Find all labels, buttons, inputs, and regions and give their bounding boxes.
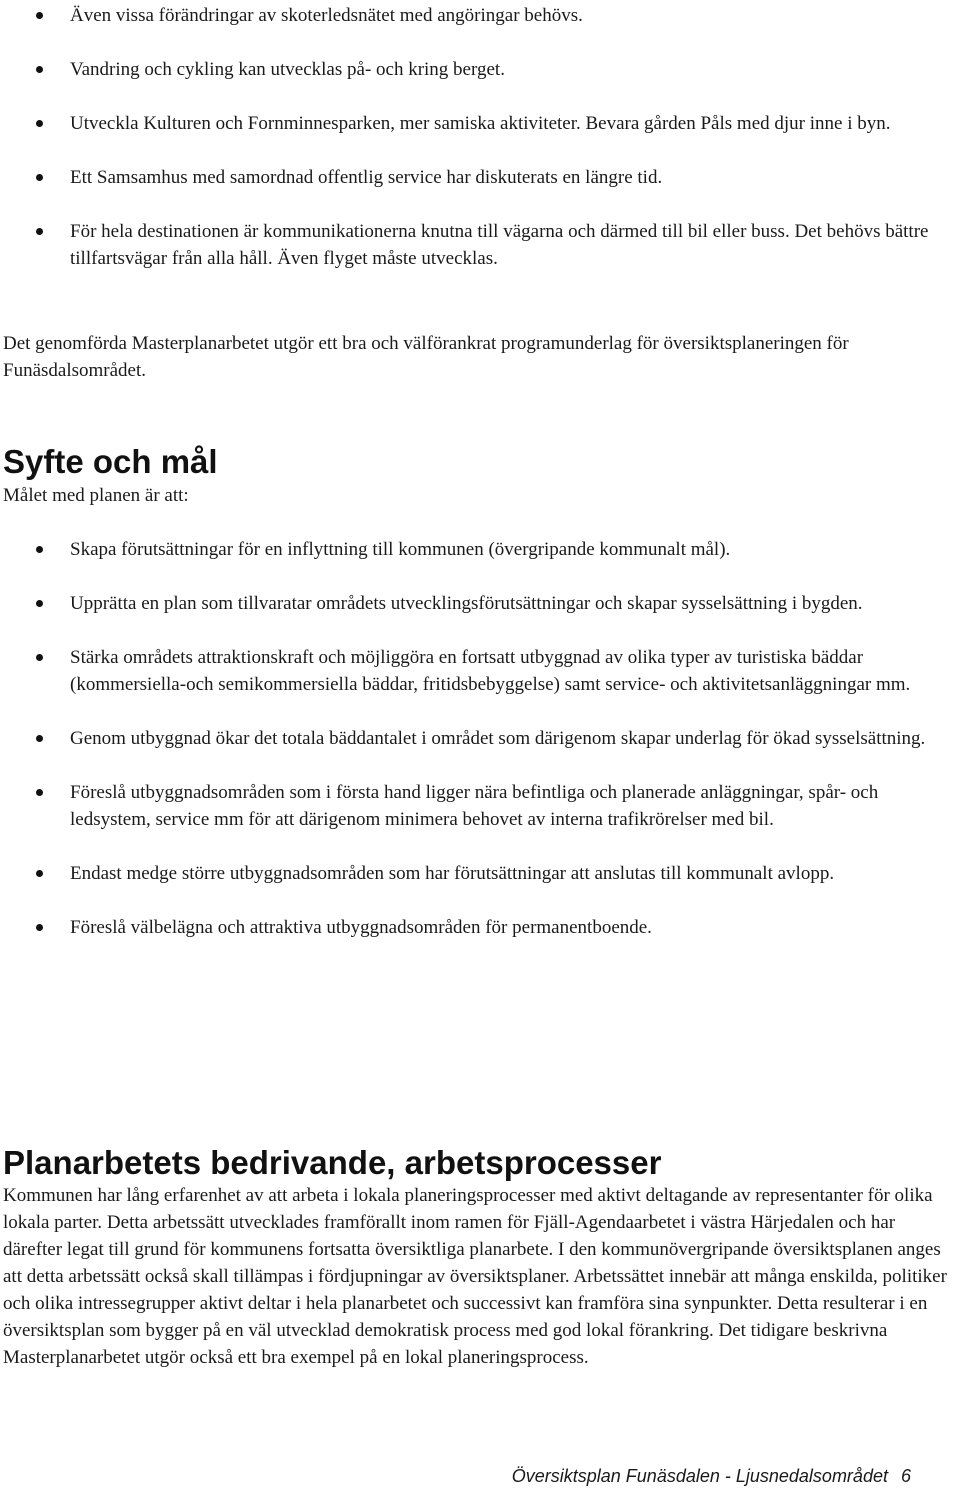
list-item [0, 218, 960, 272]
list-item [0, 536, 960, 563]
list-item [0, 914, 960, 941]
bullet-icon [36, 120, 43, 127]
list-item-text: Upprätta en plan som tillvaratar områdets utvecklingsförutsättningar och skapar sysselsättning i bygden. [70, 593, 863, 614]
bullet-icon [36, 66, 43, 73]
list-item-text: För hela destinationen är kommunikationerna knutna till vägarna och därmed till bil eller buss. Det behövs bättre tillfartsvägar från alla håll. Även flyget måste utvecklas. [70, 221, 929, 269]
list-item-text: Genom utbyggnad ökar det totala bäddantalet i området som därigenom skapar underlag för ökad sysselsättning. [70, 728, 926, 749]
list-item-text: Föreslå utbyggnadsområden som i första hand ligger nära befintliga och planerade anläggningar, spår- och ledsystem, service mm för att därigenom minimera behovet av interna trafikrörelser med bil. [70, 782, 879, 830]
bullet-icon [36, 735, 43, 742]
bullet-icon [36, 600, 43, 607]
bullet-icon [36, 789, 43, 796]
list-item [0, 860, 960, 887]
top-bullet-list [0, 2, 960, 272]
list-item [0, 590, 960, 617]
bullet-icon [36, 870, 43, 877]
process-heading: Planarbetets bedrivande, arbetsprocesser [3, 1144, 662, 1181]
list-item-text: Skapa förutsättningar för en inflyttning till kommunen (övergripande kommunalt mål). [70, 539, 731, 560]
bullet-icon [36, 228, 43, 235]
list-item [0, 725, 960, 752]
list-item [0, 2, 960, 29]
list-item [0, 56, 960, 83]
bullet-icon [36, 654, 43, 661]
list-item-text: Även vissa förändringar av skoterledsnätet med angöringar behövs. [70, 5, 583, 26]
list-item [0, 164, 960, 191]
bullet-icon [36, 12, 43, 19]
bullet-icon [36, 924, 43, 931]
list-item-text: Ett Samsamhus med samordnad offentlig service har diskuterats en längre tid. [70, 167, 663, 188]
list-item [0, 644, 960, 698]
list-item [0, 779, 960, 833]
list-item-text: Utveckla Kulturen och Fornminnesparken, mer samiska aktiviteter. Bevara gården Påls med djur inne i byn. [70, 113, 891, 134]
goals-heading: Syfte och mål [3, 443, 218, 480]
goals-intro: Målet med planen är att: [3, 485, 189, 506]
bullet-icon [36, 174, 43, 181]
footer-document-title: Översiktsplan Funäsdalen - Ljusnedalsområdet [511, 1466, 888, 1486]
list-item-text: Vandring och cykling kan utvecklas på- och kring berget. [70, 59, 505, 80]
process-body: Kommunen har lång erfarenhet av att arbeta i lokala planeringsprocesser med aktivt deltagande av representanter för olika lokala parter. Detta arbetssätt utvecklades framförallt inom ramen för Fjäll-Agendaarbetet i västra Härjedalen och har därefter legat till grund för kommunens fortsatta översiktliga planarbete. I den kommunövergripande översiktsplanen anges att detta arbetssätt också skall tillämpas i fördjupningar av översiktsplaner. Arbetssättet innebär att många enskilda, politiker och olika intressegrupper aktivt deltar i hela planarbetet och successivt kan framföra sina synpunkter. Detta resulterar i en översiktsplan som bygger på en väl utvecklad demokratisk process med god lokal förankring. Det tidigare beskrivna Masterplanarbetet utgör också ett bra exempel på en lokal planeringsprocess. [3, 1185, 947, 1368]
list-item-text: Stärka områdets attraktionskraft och möjliggöra en fortsatt utbyggnad av olika typer av turistiska bäddar (kommersiella-och semikommersiella bäddar, fritidsbebyggelse) samt service- och aktivitetsanläggningar mm. [70, 647, 911, 695]
list-item-text: Föreslå välbelägna och attraktiva utbyggnadsområden för permanentboende. [70, 917, 652, 938]
footer-page-number: 6 [900, 1466, 911, 1486]
goals-bullet-list [0, 536, 960, 941]
list-item [0, 110, 960, 137]
masterplan-paragraph: Det genomförda Masterplanarbetet utgör ett bra och välförankrat programunderlag för översiktsplaneringen för Funäsdalsområdet. [3, 333, 849, 381]
bullet-icon [36, 546, 43, 553]
page-footer [512, 1465, 911, 1487]
list-item-text: Endast medge större utbyggnadsområden som har förutsättningar att anslutas till kommunalt avlopp. [70, 863, 835, 884]
